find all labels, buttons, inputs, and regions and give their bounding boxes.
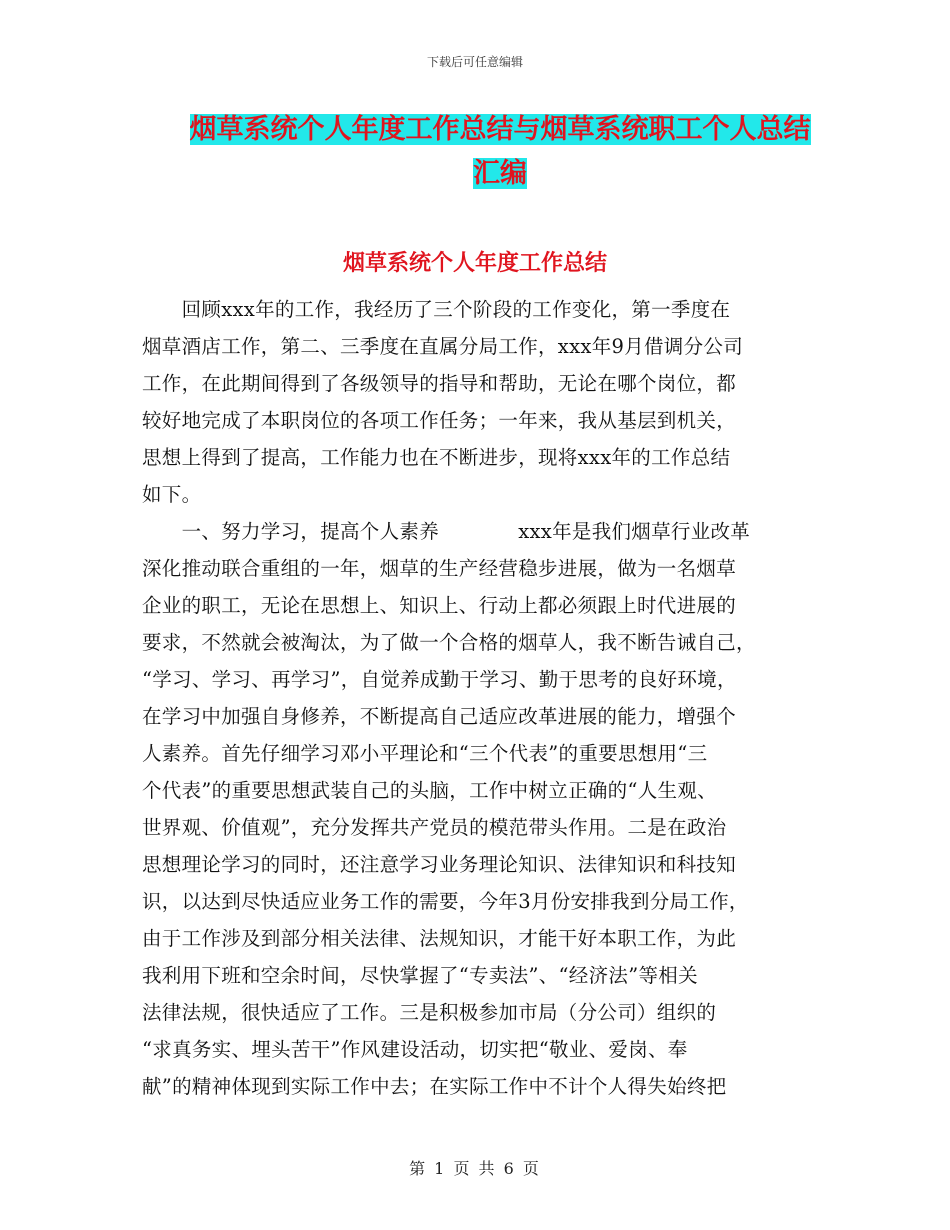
document-title-line-1 [140, 108, 860, 152]
body-line: 个代表”的重要思想武装自己的头脑，工作中树立正确的“人生观、 [142, 779, 717, 802]
body-line: 世界观、价值观”，充分发挥共产党员的模范带头作用。二是在政治 [142, 816, 727, 839]
page-footer: 第 1 页 共 6 页 [409, 1159, 541, 1178]
body-text [142, 291, 807, 1105]
body-line: “学习、学习、再学习”，自觉养成勤于学习、勤于思考的良好环境， [142, 668, 737, 691]
body-line: 如下。 [142, 483, 202, 506]
body-line: 在学习中加强自身修养，不断提高自己适应改革进展的能力，增强个 [142, 705, 737, 728]
body-line: 思想上得到了提高，工作能力也在不断进步，现将xxx年的工作总结 [142, 446, 731, 469]
body-line: 要求，不然就会被淘汰，为了做一个合格的烟草人，我不断告诫自己， [142, 631, 756, 654]
title-highlight-1: 烟草系统个人年度工作总结与烟草系统职工个人总结 [189, 114, 811, 145]
body-line: 法律法规，很快适应了工作。三是积极参加市局（分公司）组织的 [142, 1001, 717, 1024]
body-line: 献”的精神体现到实际工作中去；在实际工作中不计个人得失始终把 [142, 1075, 727, 1098]
body-line: 深化推动联合重组的一年，烟草的生产经营稳步进展，做为一名烟草 [142, 557, 737, 580]
body-line: 工作，在此期间得到了各级领导的指导和帮助，无论在哪个岗位，都 [142, 372, 737, 395]
body-line: 较好地完成了本职岗位的各项工作任务；一年来，我从基层到机关， [142, 409, 737, 432]
header-note: 下载后可任意编辑 [426, 55, 523, 69]
section-title: 烟草系统个人年度工作总结 [342, 250, 607, 276]
body-line: 我利用下班和空余时间，尽快掌握了“专卖法”、“经济法”等相关 [142, 964, 698, 987]
body-line: 一、努力学习，提高个人素养 xxx年是我们烟草行业改革 [142, 520, 751, 543]
body-line: 回顾xxx年的工作，我经历了三个阶段的工作变化，第一季度在 [142, 298, 731, 321]
document-title-line-2 [140, 152, 860, 196]
title-highlight-2: 汇编 [473, 158, 527, 189]
body-line: “求真务实、埋头苦干”作风建设活动，切实把“敬业、爱岗、奉 [142, 1038, 688, 1061]
body-line: 识，以达到尽快适应业务工作的需要，今年3月份安排我到分局工作， [142, 890, 749, 913]
document-title [140, 108, 860, 196]
body-line: 企业的职工，无论在思想上、知识上、行动上都必须跟上时代进展的 [142, 594, 737, 617]
body-line: 由于工作涉及到部分相关法律、法规知识，才能干好本职工作，为此 [142, 927, 737, 950]
body-line: 烟草酒店工作，第二、三季度在直属分局工作，xxx年9月借调分公司 [142, 335, 743, 358]
body-line: 人素养。首先仔细学习邓小平理论和“三个代表”的重要思想用“三 [142, 742, 708, 765]
body-line: 思想理论学习的同时，还注意学习业务理论知识、法律知识和科技知 [142, 853, 737, 876]
